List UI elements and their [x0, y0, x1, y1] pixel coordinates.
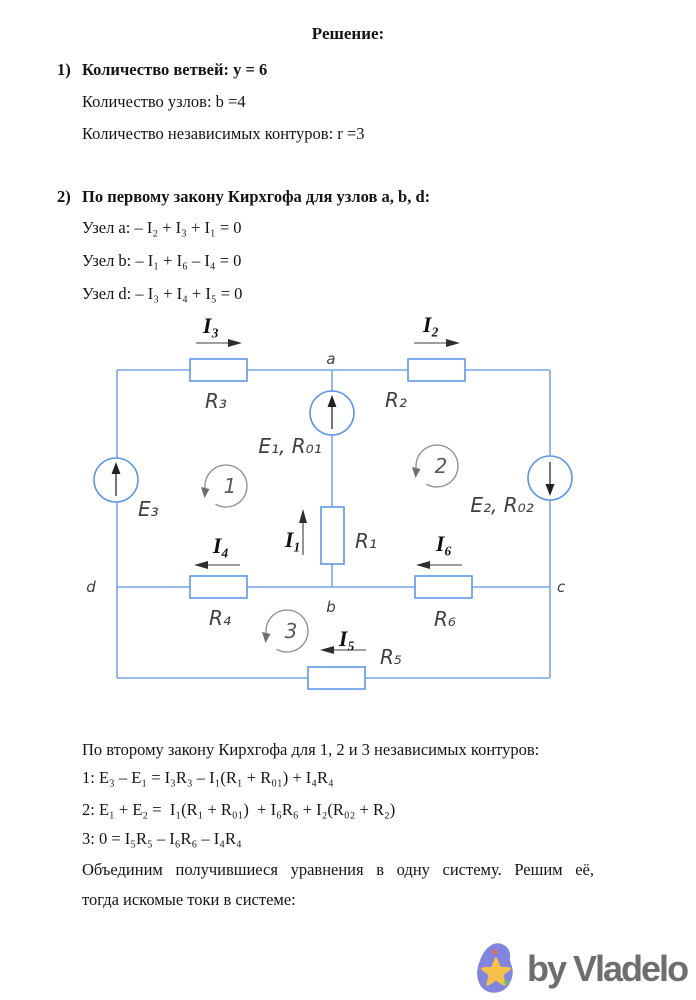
- label-e2-r02: E₂, R₀₂: [470, 493, 534, 517]
- label-r3: R₃: [205, 389, 227, 413]
- label-e1-r01: E₁, R₀₁: [258, 434, 322, 458]
- section1-number: 1): [57, 60, 71, 79]
- loop-equation-1: 1: E₃ – E₁ = I₃R₃ – I₁(R₁ + R₀₁) + I₄R₄: [82, 768, 334, 787]
- loop-equation-3: 3: 0 = I₅R₅ – I₆R₆ – I₄R₄: [82, 829, 242, 848]
- current-arrow-i2: [414, 339, 460, 347]
- label-r5: R₅: [380, 645, 402, 669]
- node-label-b: b: [326, 598, 336, 616]
- current-arrow-i6: [416, 561, 462, 569]
- source-e3: [94, 458, 138, 502]
- section2-heading: По первому закону Кирхгофа для узлов a, b, d:: [82, 187, 431, 206]
- loop-equation-2: 2: E₁ + E₂ = I₁(R₁ + R₀₁) + I₆R₆ + I₂(R₀₂ + R₂): [82, 800, 396, 819]
- label-e3: E₃: [138, 497, 159, 521]
- resistor-r4: [190, 576, 247, 598]
- loop-1-number: 1: [223, 474, 237, 498]
- label-i1: I₁: [284, 527, 302, 552]
- label-r2: R₂: [385, 388, 407, 412]
- node-equation-a: Узел a: – I₂ + I₃ + I₁ = 0: [82, 218, 242, 237]
- label-i2: I₂: [422, 312, 440, 337]
- vladelo-logo-icon: [470, 930, 530, 1000]
- node-equation-b: Узел b: – I₁ + I₆ – I₄ = 0: [82, 251, 242, 270]
- logo-wordmark: by Vladelo: [527, 948, 688, 989]
- loop-3-number: 3: [284, 619, 298, 643]
- circuit-diagram: [0, 295, 696, 705]
- closing-paragraph-line2: тогда искомые токи в системе:: [82, 890, 296, 909]
- source-e2: [528, 456, 572, 500]
- loop-indicator-3: [262, 610, 308, 652]
- label-r1: R₁: [355, 529, 377, 553]
- page-title: Решение:: [311, 24, 385, 43]
- closing-paragraph-line1: Объединим получившиеся уравнения в одну систему. Решим её,: [82, 860, 594, 879]
- loop-indicator-1: [201, 465, 247, 507]
- section1-line2: Количество узлов: b =4: [82, 92, 246, 111]
- resistor-r5: [308, 667, 365, 689]
- resistor-r6: [415, 576, 472, 598]
- node-label-c: c: [557, 578, 566, 596]
- section3-heading: По второму закону Кирхгофа для 1, 2 и 3 независимых контуров:: [82, 740, 540, 759]
- current-arrow-i3: [196, 339, 242, 347]
- resistor-r3: [190, 359, 247, 381]
- resistor-r2: [408, 359, 465, 381]
- current-arrow-i4: [194, 561, 240, 569]
- source-e1: [310, 391, 354, 435]
- loop-2-number: 2: [434, 454, 448, 478]
- label-r6: R₆: [434, 607, 456, 631]
- loop-indicator-2: [412, 445, 458, 487]
- label-r4: R₄: [209, 606, 231, 630]
- resistor-r1: [321, 507, 344, 564]
- node-label-a: a: [326, 350, 336, 368]
- label-i3: I₃: [202, 313, 220, 338]
- label-i6: I₆: [435, 531, 453, 556]
- section1-line1: Количество ветвей: y = 6: [82, 60, 268, 79]
- node-label-d: d: [86, 578, 96, 596]
- label-i4: I₄: [212, 533, 230, 558]
- label-i5: I₅: [338, 626, 356, 651]
- section1-line3: Количество независимых контуров: r =3: [82, 124, 365, 143]
- section2-number: 2): [57, 187, 71, 206]
- node-equation-d: Узел d: – I₃ + I₄ + I₅ = 0: [82, 284, 243, 303]
